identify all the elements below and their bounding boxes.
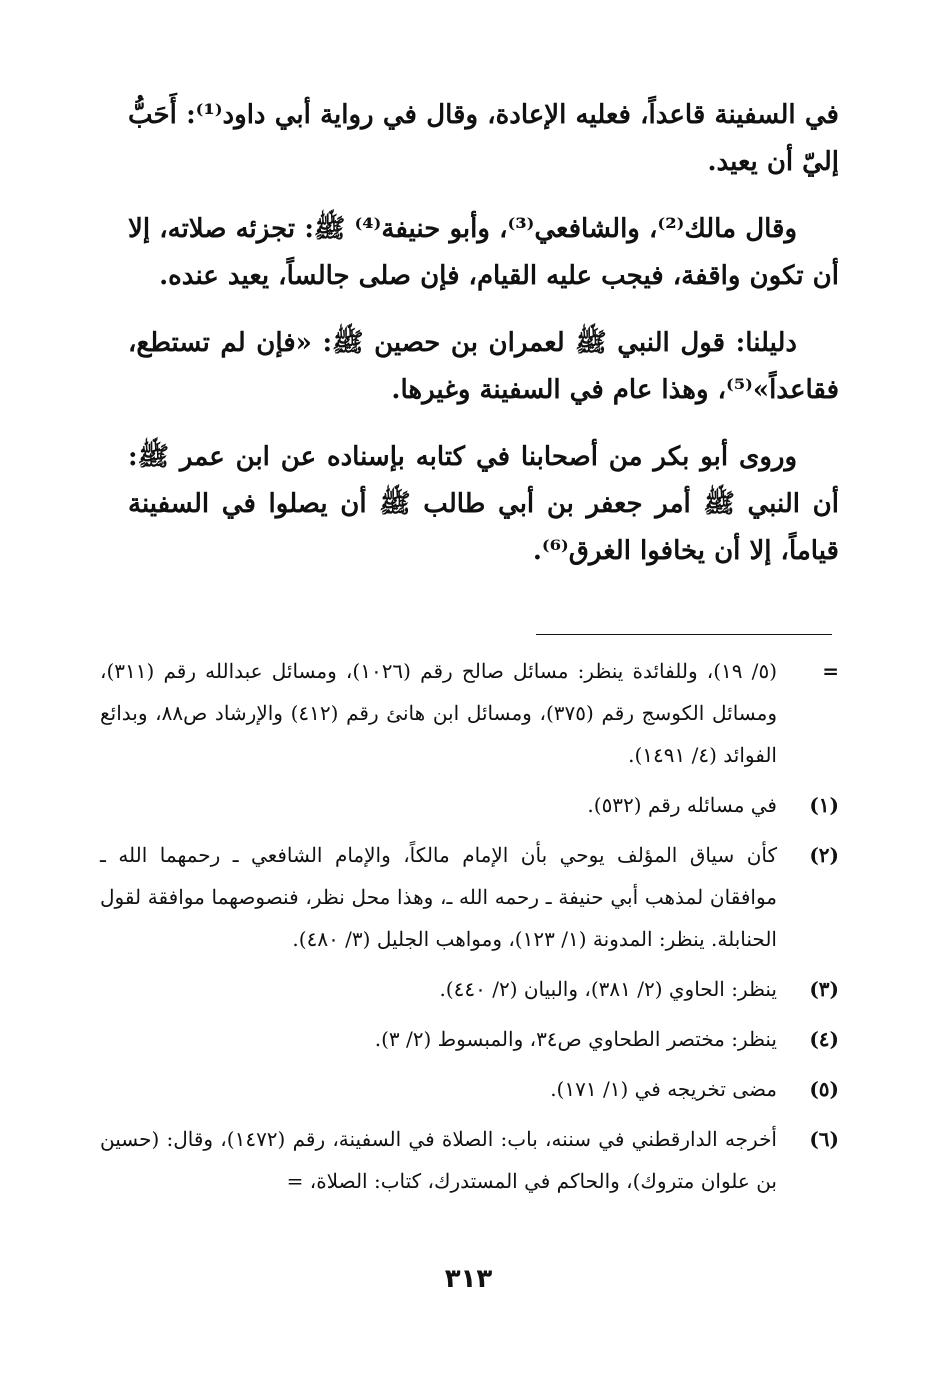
footnote-3 <box>100 968 839 1010</box>
footnote-marker: (١) <box>809 793 839 817</box>
footnotes-section <box>100 650 839 1210</box>
footnote-text: كأن سياق المؤلف يوحي بأن الإمام مالكاً، والإمام الشافعي ـ رحمهما الله ـ موافقان لمذهب أبي حنيفة ـ رحمه الله ـ، وهذا محل نظر، فنصوصهما موافقة لقول الحنابلة. ينظر: المدونة (١/ ١٢٣)، ومواهب الجليل (٣/ ٤٨٠). <box>100 843 777 951</box>
footnote-1 <box>100 784 839 826</box>
footnote-marker: (٥) <box>809 1077 839 1101</box>
footnote-marker: (٤) <box>809 1027 839 1051</box>
footnote-continuation <box>100 650 839 776</box>
footnote-text: أخرجه الدارقطني في سننه، باب: الصلاة في السفينة، رقم (١٤٧٢)، وقال: (حسين بن علوان متروك)، والحاكم في المستدرك، كتاب: الصلاة، = <box>100 1127 777 1193</box>
footnote-text: (٥/ ١٩)، وللفائدة ينظر: مسائل صالح رقم (١٠٢٦)، ومسائل عبدالله رقم (٣١١)، ومسائل الكوسج رقم (٣٧٥)، ومسائل ابن هانئ رقم (٤١٢) والإرشاد ص٨٨، وبدائع الفوائد (٤/ ١٤٩١). <box>100 659 778 767</box>
main-paragraph-4: وروى أبو بكر من أصحابنا في كتابه بإسناده عن ابن عمر ﷺ: أن النبي ﷺ أمر جعفر بن أبي طالب ﷺ أن يصلوا في السفينة قياماً، إلا أن يخافوا الغرق⁽⁶⁾. <box>128 442 839 566</box>
footnote-text: مضى تخريجه في (١/ ١٧١). <box>550 1077 777 1101</box>
footnote-divider <box>536 634 832 635</box>
footnote-text: في مسائله رقم (٥٣٢). <box>587 793 777 817</box>
main-paragraph-2: وقال مالك⁽²⁾، والشافعي⁽³⁾، وأبو حنيفة⁽⁴⁾ ﷺ: تجزئه صلاته، إلا أن تكون واقفة، فيجب عليه القيام، فإن صلى جالساً، يعيد عنده. <box>128 214 839 291</box>
footnote-marker: (٦) <box>809 1127 839 1151</box>
footnote-marker: (٢) <box>809 843 839 867</box>
main-paragraph-3: دليلنا: قول النبي ﷺ لعمران بن حصين ﷺ: «فإن لم تستطع، فقاعداً»⁽⁵⁾، وهذا عام في السفينة وغيرها. <box>128 328 839 405</box>
footnote-6 <box>100 1118 839 1202</box>
footnote-text: ينظر: مختصر الطحاوي ص٣٤، والمبسوط (٢/ ٣). <box>374 1027 777 1051</box>
footnote-5 <box>100 1068 839 1110</box>
footnote-2 <box>100 834 839 960</box>
main-paragraph-1: في السفينة قاعداً، فعليه الإعادة، وقال في رواية أبي داود⁽¹⁾: أَحَبُّ إليّ أن يعيد. <box>128 100 839 177</box>
footnote-marker: (٣) <box>809 977 839 1001</box>
footnote-marker: = <box>822 659 839 683</box>
footnote-4 <box>100 1018 839 1060</box>
main-text-body <box>128 92 839 595</box>
footnote-text: ينظر: الحاوي (٢/ ٣٨١)، والبيان (٢/ ٤٤٠). <box>439 977 777 1001</box>
page-number: ٣١٣ <box>444 1264 493 1294</box>
